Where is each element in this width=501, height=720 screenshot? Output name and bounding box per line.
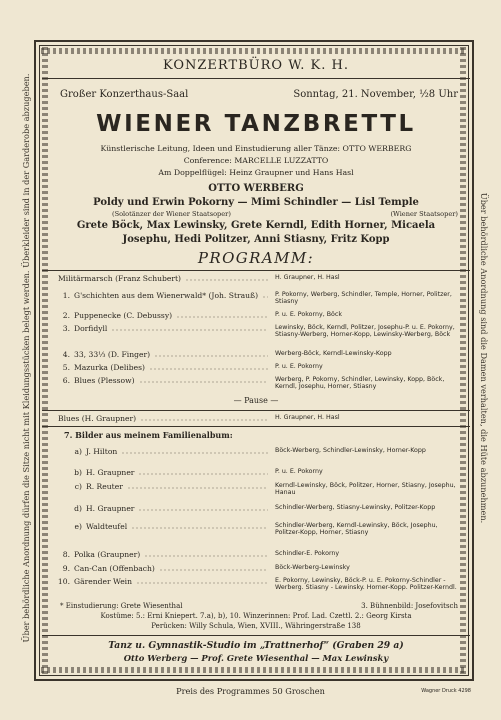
stage-design-credit: 3. Bühnenbild: Josefovitsch (361, 602, 458, 610)
program-row-performers: H. Graupner, H. Hasl (275, 414, 340, 421)
program-row-number: 5. (62, 363, 70, 372)
date-time: Sonntag, 21. November, ½8 Uhr (293, 89, 458, 100)
program-row-performers: Kerndl-Lewinsky, Böck, Politzer, Horner, Stiasny, Josephu, Hanau (275, 482, 456, 497)
dot-leader (131, 522, 268, 530)
pause-label: — Pause — (233, 396, 279, 405)
show-title: WIENER TANZBRETTL (96, 111, 416, 137)
program-row-number: 10. (57, 577, 70, 586)
cast-line-2: Grete Böck, Max Lewinsky, Grete Kerndl, Edith Horner, Micaela (76, 220, 436, 231)
dot-leader (140, 414, 268, 422)
program-row-performers: Werberg, P. Pokorny, Schindler, Lewinsky, Kopp, Böck, Kerndl, Josephu, Horner, Stiasny (275, 376, 445, 391)
program-row-title: Waldteufel (86, 522, 128, 531)
office-title: KONZERTBÜRO W. K. H. (162, 58, 350, 73)
lead-dancer: OTTO WERBERG (208, 183, 304, 194)
program-row-title: R. Reuter (86, 482, 123, 491)
dot-leader (138, 468, 268, 476)
program-row-performers: Schindler-Werberg, Stiasny-Lewinsky, Politzer-Kopp (275, 504, 436, 511)
program-row-performers: E. Pokorny, Lewinsky, Böck-P. u. E. Pokorny-Schindler - Werberg. Stiasny - Lewinsky. Horner-Kopp. Politzer-Kerndl. (275, 577, 457, 592)
program-row-performers: P. u. E. Pokorny, Böck (275, 311, 342, 318)
program-price: Preis des Programmes 50 Groschen (176, 686, 325, 696)
dot-leader (138, 504, 268, 512)
program-row-title: 33, 33⅓ (D. Finger) (74, 350, 151, 359)
right-side-notice: Über behördliche Anordnung sind die Damen verhalten, die Hüte abzunehmen. (479, 192, 489, 524)
program-row-number: 3. (62, 324, 70, 333)
choreography-credit: * Einstudierung: Grete Wiesenthal (60, 602, 183, 610)
program-row-title: Militärmarsch (Franz Schubert) (58, 274, 182, 283)
frame-border-left (42, 47, 48, 674)
program-row-number: 8. (62, 550, 70, 559)
programm-heading: PROGRAMM: (197, 249, 315, 267)
ornamental-frame (34, 40, 474, 681)
program-row-performers: P. u. E. Pokorny (275, 363, 323, 370)
artistic-direction: Künstlerische Leitung, Ideen und Einstudierung aller Tänze: OTTO WERBERG (100, 144, 412, 153)
program-row-performers: P. Pokorny, Werberg, Schindler, Temple, Horner, Politzer, Stiasny (275, 291, 452, 306)
program-row-title: Dorfidyll (74, 324, 108, 333)
dot-leader (127, 482, 268, 490)
wigs-credit: Perücken: Willy Schula, Wien, XVIII., Währingerstraße 138 (151, 622, 361, 630)
frame-border-top (41, 48, 467, 54)
program-row-performers: Werberg-Böck, Kerndl-Lewinsky-Kopp (275, 350, 392, 357)
program-row-title: G'schichten aus dem Wienerwald* (Joh. Strauß) (74, 291, 259, 300)
program-row-title: Gärender Wein (74, 577, 133, 586)
studio-ad: Tanz u. Gymnastik-Studio im „Trattnerhof“ (Graben 29 a) (108, 640, 404, 651)
program-row-number: d) (74, 504, 82, 513)
cast-note-left: (Solotänzer der Wiener Staatsoper) (112, 210, 231, 218)
program-row-title: J. Hilton (86, 447, 118, 456)
program-row-number: a) (74, 447, 82, 456)
dot-leader (154, 350, 268, 358)
program-row-performers: Schindler-E. Pokorny (275, 550, 340, 557)
dot-leader (159, 564, 268, 572)
piano-credit: Am Doppelflügel: Heinz Graupner und Hans Hasl (158, 168, 354, 177)
program-row-number: 1. (62, 291, 70, 300)
dot-leader (149, 363, 268, 371)
dot-leader (121, 447, 268, 455)
dot-leader (262, 291, 268, 299)
dot-leader (176, 311, 268, 319)
printer-mark: Wagner Druck 4298 (421, 688, 471, 694)
program-row-number: 9. (62, 564, 70, 573)
cast-line-1: Poldy und Erwin Pokorny — Mimi Schindler — Lisl Temple (93, 197, 419, 208)
program-row-number: e) (74, 522, 82, 531)
program-row-title: Can-Can (Offenbach) (74, 564, 155, 573)
cast-line-3: Josephu, Hedi Politzer, Anni Stiasny, Fritz Kopp (122, 234, 390, 245)
dot-leader (139, 376, 268, 384)
conference: Conference: MARCELLE LUZZATTO (183, 156, 329, 165)
dot-leader (136, 577, 268, 585)
cast-note-right: (Wiener Staatsoper) (390, 210, 458, 218)
program-row-title: Mazurka (Delibes) (74, 363, 145, 372)
program-row-title: Puppenecke (C. Debussy) (74, 311, 173, 320)
item-7-title: 7. Bilder aus meinem Familienalbum: (64, 430, 233, 440)
program-row-number: 4. (62, 350, 70, 359)
program-row-title: H. Graupner (86, 468, 135, 477)
program-row-title: Blues (H. Graupner) (58, 414, 137, 423)
dot-leader (185, 274, 268, 282)
program-row-performers: H. Graupner, H. Hasl (275, 274, 340, 281)
dot-leader (111, 324, 268, 332)
program-row-title: Polka (Graupner) (74, 550, 141, 559)
program-row-number: c) (74, 482, 82, 491)
venue: Großer Konzerthaus-Saal (60, 89, 189, 100)
program-row-number: 2. (62, 311, 70, 320)
program-row-number: 6. (62, 376, 70, 385)
program-row-number: b) (74, 468, 82, 477)
left-side-notice: Über behördliche Anordnung dürfen die Sitze nicht mit Kleidungsstücken belegt werden. Überkleider sind in der Garderobe abzugeben. (21, 73, 31, 643)
studio-teachers: Otto Werberg — Prof. Grete Wiesenthal — Max Lewinsky (123, 653, 389, 663)
program-row-performers: Böck-Werberg-Lewinsky (275, 564, 350, 571)
program-row-performers: Schindler-Werberg, Kerndl-Lewinsky, Böck, Josephu, Politzer-Kopp, Horner, Stiasny (275, 522, 438, 537)
program-row-title: Blues (Plessow) (74, 376, 135, 385)
frame-border-bottom (41, 667, 467, 673)
program-row-title: H. Graupner (86, 504, 135, 513)
dot-leader (144, 550, 268, 558)
program-row-performers: Böck-Werberg, Schindler-Lewinsky, Horner-Kopp (275, 447, 426, 454)
program-row-performers: P. u. E. Pokorny (275, 468, 323, 475)
program-row-performers: Lewinsky, Böck, Kerndl, Politzer, Josephu-P. u. E. Pokorny, Stiasny-Werberg, Horner-Kopp, Lewinsky-Werberg, Böck (275, 324, 455, 339)
costume-credit: Kostüme: 5.: Erni Kniepert. 7.a), b), 10. Winzerinnen: Prof. Lad. Czettl. 2.: Georg Kirsta (100, 612, 412, 620)
